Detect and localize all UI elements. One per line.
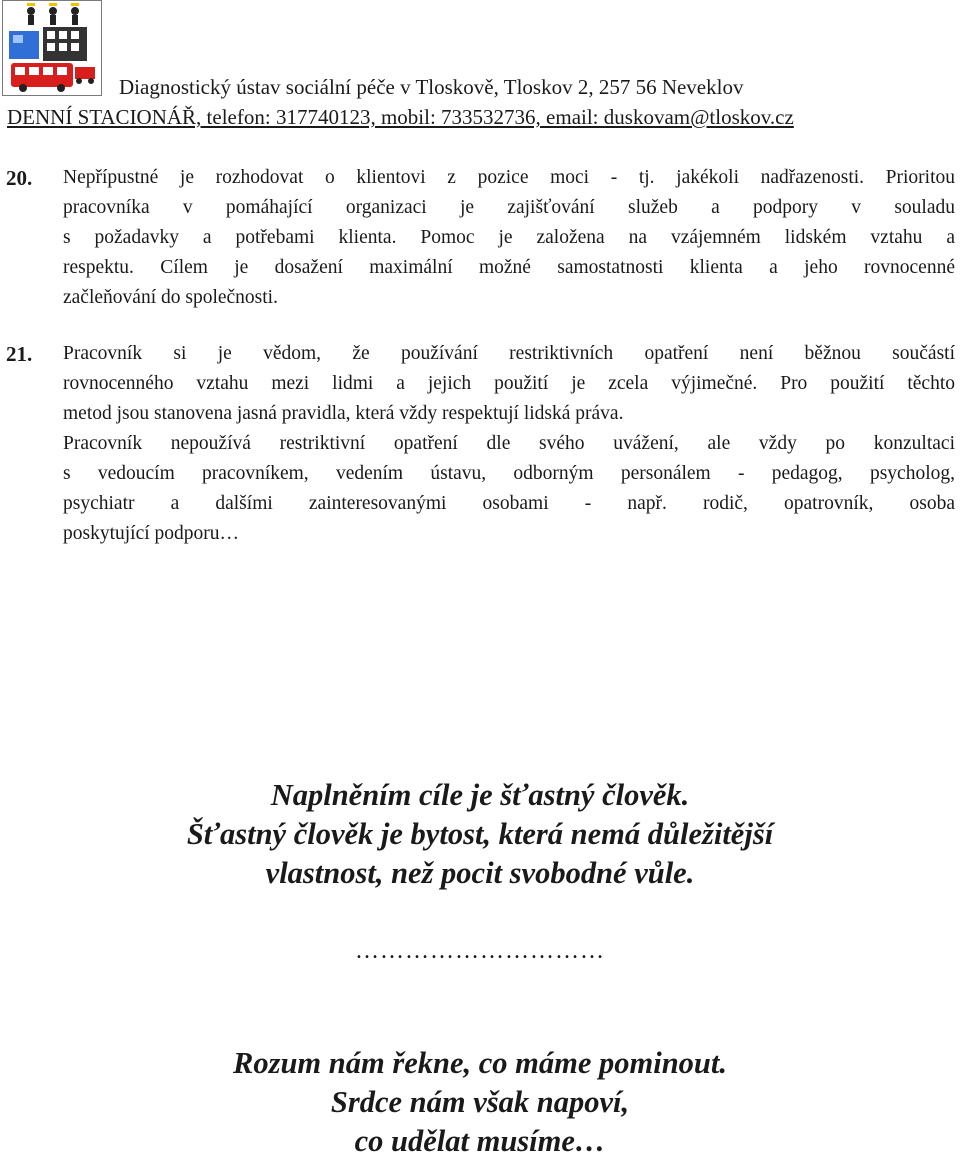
header-contact-text: DENNÍ STACIONÁŘ, telefon: 317740123, mobil: 733532736, email: duskovam@tloskov.cz bbox=[7, 105, 794, 129]
item-line: s požadavky a potřebami klienta. Pomoc je založena na vzájemném lidském vztahu a bbox=[63, 227, 955, 248]
item-line: psychiatr a dalšími zainteresovanými osobami - např. rodič, opatrovník, osoba bbox=[63, 493, 955, 514]
header-institution-line: Diagnostický ústav sociální péče v Tloskově, Tloskov 2, 257 56 Neveklov bbox=[119, 75, 744, 99]
header-contact-line bbox=[0, 102, 960, 132]
quote-reason-heart bbox=[0, 1044, 960, 1161]
item-line: poskytující podporu… bbox=[63, 523, 240, 544]
item-line: začleňování do společnosti. bbox=[63, 287, 278, 308]
quote-happiness bbox=[0, 776, 960, 893]
dotted-separator: ………………………… bbox=[355, 938, 605, 964]
item-line: metod jsou stanovena jasná pravidla, která vždy respektují lidská práva. bbox=[63, 403, 624, 424]
paragraph-item-21 bbox=[0, 339, 960, 549]
item-number: 21. bbox=[6, 342, 33, 366]
item-line: rovnocenného vztahu mezi lidmi a jejich použití je zcela výjimečné. Pro použití těchto bbox=[63, 373, 955, 394]
item-line: pracovníka v pomáhající organizaci je zajišťování služeb a podpory v souladu bbox=[63, 197, 955, 218]
quote-line: Rozum nám řekne, co máme pominout. bbox=[233, 1046, 727, 1080]
quote-line: vlastnost, než pocit svobodné vůle. bbox=[265, 856, 695, 890]
item-line: Pracovník nepoužívá restriktivní opatření dle svého uvážení, ale vždy po konzultaci bbox=[63, 433, 955, 454]
item-line: s vedoucím pracovníkem, vedením ústavu, odborným personálem - pedagog, psycholog, bbox=[63, 463, 955, 484]
item-line: respektu. Cílem je dosažení maximální možné samostatnosti klienta a jeho rovnocenné bbox=[63, 257, 955, 278]
quote-line: co udělat musíme… bbox=[354, 1124, 606, 1158]
paragraph-item-20 bbox=[0, 163, 960, 313]
item-number: 20. bbox=[6, 166, 33, 190]
quote-line: Srdce nám však napoví, bbox=[330, 1085, 630, 1119]
quote-line: Šťastný člověk je bytost, která nemá důležitější bbox=[186, 817, 774, 851]
item-text bbox=[63, 163, 955, 313]
quote-line: Naplněním cíle je šťastný člověk. bbox=[270, 778, 690, 812]
item-text bbox=[63, 339, 955, 549]
item-line: Nepřípustné je rozhodovat o klientovi z pozice moci - tj. jakékoli nadřazenosti. Prioritou bbox=[63, 167, 955, 188]
document-header bbox=[0, 72, 960, 132]
item-line: Pracovník si je vědom, že používání restriktivních opatření není běžnou součástí bbox=[63, 343, 955, 364]
